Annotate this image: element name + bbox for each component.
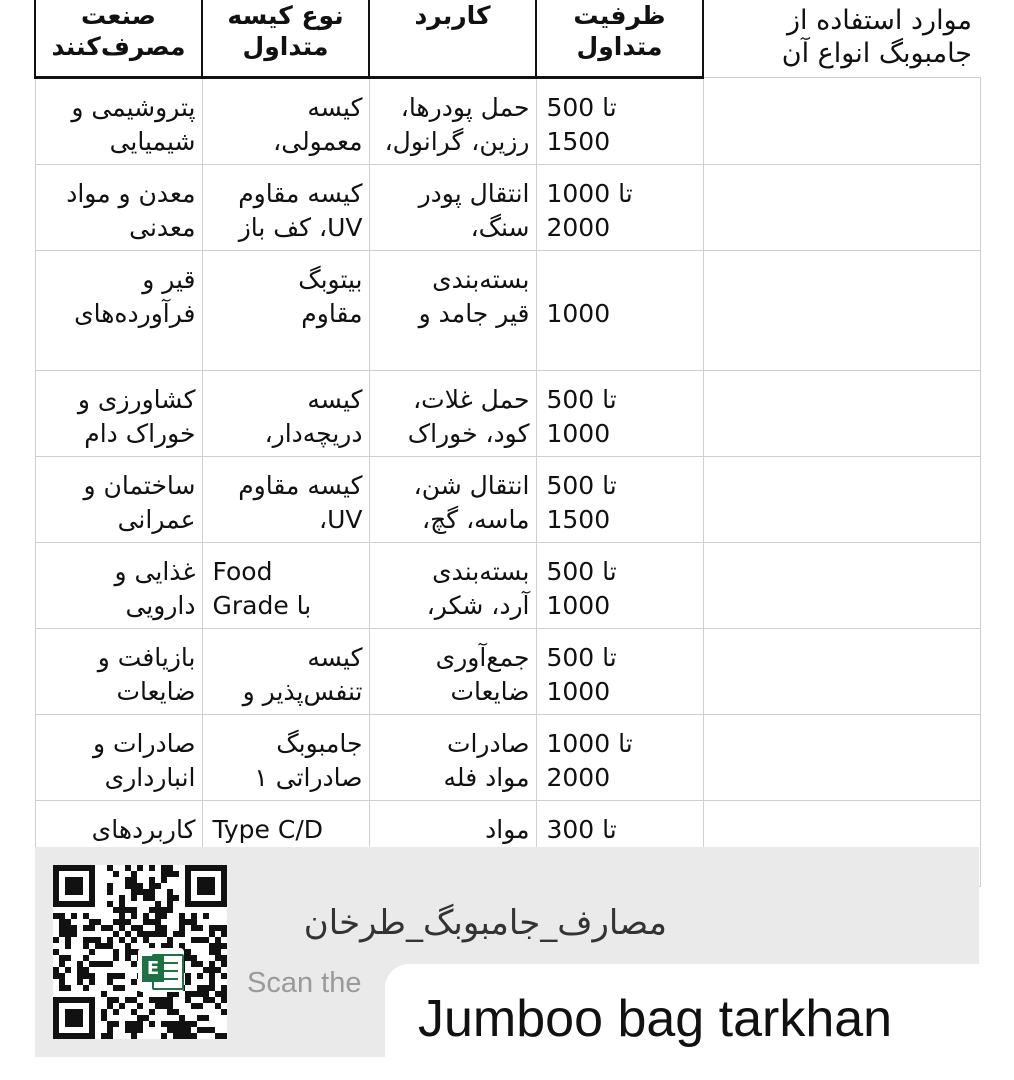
cell-text: 500 تا (546, 643, 617, 672)
cell-text: ضایعات (116, 677, 196, 706)
cell-use[interactable] (369, 543, 536, 629)
cell-text: 1500 (546, 505, 611, 534)
jumbo-bag-usage-table (34, 0, 981, 887)
table-body (35, 78, 980, 887)
cell-text: 2000 (546, 763, 611, 792)
cell-text: پتروشیمی و (71, 93, 196, 122)
header-bag-type: نوع کیسه متداول (202, 0, 369, 78)
excel-icon (138, 948, 184, 992)
cell-text: مواد (485, 815, 530, 844)
cell-industry[interactable] (35, 543, 202, 629)
table-row (35, 251, 980, 371)
cell-text: دریچه‌دار، (264, 419, 363, 448)
table-row (35, 165, 980, 251)
cell-use[interactable] (369, 165, 536, 251)
cell-text: 500 تا (546, 471, 617, 500)
cell-capacity[interactable] (536, 251, 703, 371)
cell-bag-type[interactable] (202, 543, 369, 629)
cell-empty[interactable] (703, 629, 980, 715)
cell-empty[interactable] (703, 371, 980, 457)
file-name[interactable]: مصارف_جامبوبگ_طرخان (303, 903, 667, 943)
cell-text: مواد فله (443, 763, 530, 792)
cell-bag-type[interactable] (202, 78, 369, 165)
cell-text: UV، (319, 505, 363, 534)
header-capacity: ظرفیت متداول (536, 0, 703, 78)
cell-text: جامبوبگ (276, 729, 363, 758)
table-row (35, 629, 980, 715)
cell-use[interactable] (369, 371, 536, 457)
cell-text: بیتوبگ (298, 265, 363, 294)
cell-text: معدنی (129, 213, 196, 242)
cell-text: رزین، گرانول، (384, 127, 530, 156)
cell-industry[interactable] (35, 629, 202, 715)
cell-empty[interactable] (703, 78, 980, 165)
cell-text: 500 تا (546, 93, 617, 122)
cell-bag-type[interactable] (202, 457, 369, 543)
cell-text: ضایعات (450, 677, 530, 706)
cell-text: دارویی (125, 591, 196, 620)
cell-industry[interactable] (35, 715, 202, 801)
cell-text: کیسه (307, 385, 363, 414)
cell-text: Food (212, 557, 273, 586)
cell-text: بسته‌بندی (432, 265, 530, 294)
cell-text: کشاورزی و (77, 385, 196, 414)
caption-text: Jumboo bag tarkhan (418, 990, 893, 1048)
cell-use[interactable] (369, 251, 536, 371)
cell-bag-type[interactable] (202, 165, 369, 251)
cell-text: 1000 (546, 591, 611, 620)
cell-industry[interactable] (35, 371, 202, 457)
cell-text: 2000 (546, 213, 611, 242)
cell-text: Grade با (212, 591, 312, 620)
cell-text: 1000 تا (546, 729, 633, 758)
cell-bag-type[interactable] (202, 251, 369, 371)
cell-text: 500 تا (546, 557, 617, 586)
cell-capacity[interactable] (536, 715, 703, 801)
cell-text: Type C/D (212, 815, 323, 844)
cell-text: بسته‌بندی (432, 557, 530, 586)
cell-text: انتقال پودر (418, 179, 530, 208)
cell-industry[interactable] (35, 165, 202, 251)
cell-text: 1000 (546, 677, 611, 706)
header-row (35, 0, 980, 78)
cell-use[interactable] (369, 715, 536, 801)
spreadsheet-table (34, 0, 979, 887)
cell-text: کیسه مقاوم (238, 179, 363, 208)
table-row (35, 457, 980, 543)
cell-text: معمولی، (273, 127, 363, 156)
cell-text: قیر جامد و (418, 299, 530, 328)
cell-capacity[interactable] (536, 78, 703, 165)
cell-text: کیسه (307, 643, 363, 672)
cell-text: فرآورده‌های (74, 299, 196, 328)
cell-text: 1000 (546, 299, 611, 328)
header-table-title: موارد استفاده از جامبوبگ انواع آن (703, 0, 980, 78)
cell-text: معدن و مواد (66, 179, 196, 208)
table-row (35, 78, 980, 165)
cell-text: ماسه، گچ، (422, 505, 530, 534)
table-row (35, 715, 980, 801)
cell-text: انبارداری (104, 763, 196, 792)
cell-text: جمع‌آوری (435, 643, 530, 672)
cell-bag-type[interactable] (202, 371, 369, 457)
cell-text: انتقال شن، (413, 471, 530, 500)
cell-text: قیر و (142, 265, 196, 294)
cell-empty[interactable] (703, 543, 980, 629)
cell-capacity[interactable] (536, 629, 703, 715)
cell-text: ساختمان و (83, 471, 196, 500)
qr-code-icon[interactable] (53, 865, 227, 1039)
cell-text: حمل غلات، (413, 385, 530, 414)
cell-text: صادرات و (92, 729, 196, 758)
header-use: کاربرد (369, 0, 536, 78)
cell-text: حمل پودرها، (400, 93, 530, 122)
cell-text: کیسه مقاوم (238, 471, 363, 500)
cell-text: غذایی و (114, 557, 196, 586)
cell-industry[interactable] (35, 457, 202, 543)
cell-text: کیسه (307, 93, 363, 122)
cell-text: عمرانی (117, 505, 196, 534)
cell-use[interactable] (369, 629, 536, 715)
cell-text: صادرات (446, 729, 530, 758)
cell-text: کود، خوراک (407, 419, 530, 448)
cell-text: تنفس‌پذیر و (242, 677, 363, 706)
cell-text: 1500 (546, 127, 611, 156)
cell-text: 500 تا (546, 385, 617, 414)
cell-use[interactable] (369, 78, 536, 165)
scan-hint: Scan the (247, 967, 362, 999)
cell-text: 1000 تا (546, 179, 633, 208)
cell-text: 300 تا (546, 815, 617, 844)
cell-industry[interactable] (35, 251, 202, 371)
cell-text: خوراک دام (84, 419, 196, 448)
header-industry: صنعت مصرف‌کنند (35, 0, 202, 78)
cell-empty[interactable] (703, 165, 980, 251)
cell-text: سنگ، (470, 213, 530, 242)
cell-capacity[interactable] (536, 371, 703, 457)
cell-empty[interactable] (703, 251, 980, 371)
cell-text: UV، کف باز (238, 213, 363, 242)
cell-capacity[interactable] (536, 543, 703, 629)
cell-empty[interactable] (703, 715, 980, 801)
cell-text: شیمیایی (109, 127, 196, 156)
cell-empty[interactable] (703, 457, 980, 543)
table-row (35, 371, 980, 457)
cell-capacity[interactable] (536, 165, 703, 251)
cell-capacity[interactable] (536, 457, 703, 543)
cell-text: صادراتی ۱ (254, 763, 363, 792)
cell-text: بازیافت و (97, 643, 196, 672)
cell-bag-type[interactable] (202, 715, 369, 801)
cell-industry[interactable] (35, 78, 202, 165)
cell-use[interactable] (369, 457, 536, 543)
excel-letter-e: E (142, 956, 164, 982)
cell-text: آرد، شکر، (426, 591, 530, 620)
cell-text: 1000 (546, 419, 611, 448)
cell-bag-type[interactable] (202, 629, 369, 715)
cell-text: مقاوم (301, 299, 363, 328)
table-row (35, 543, 980, 629)
cell-text: کاربردهای (91, 815, 196, 844)
